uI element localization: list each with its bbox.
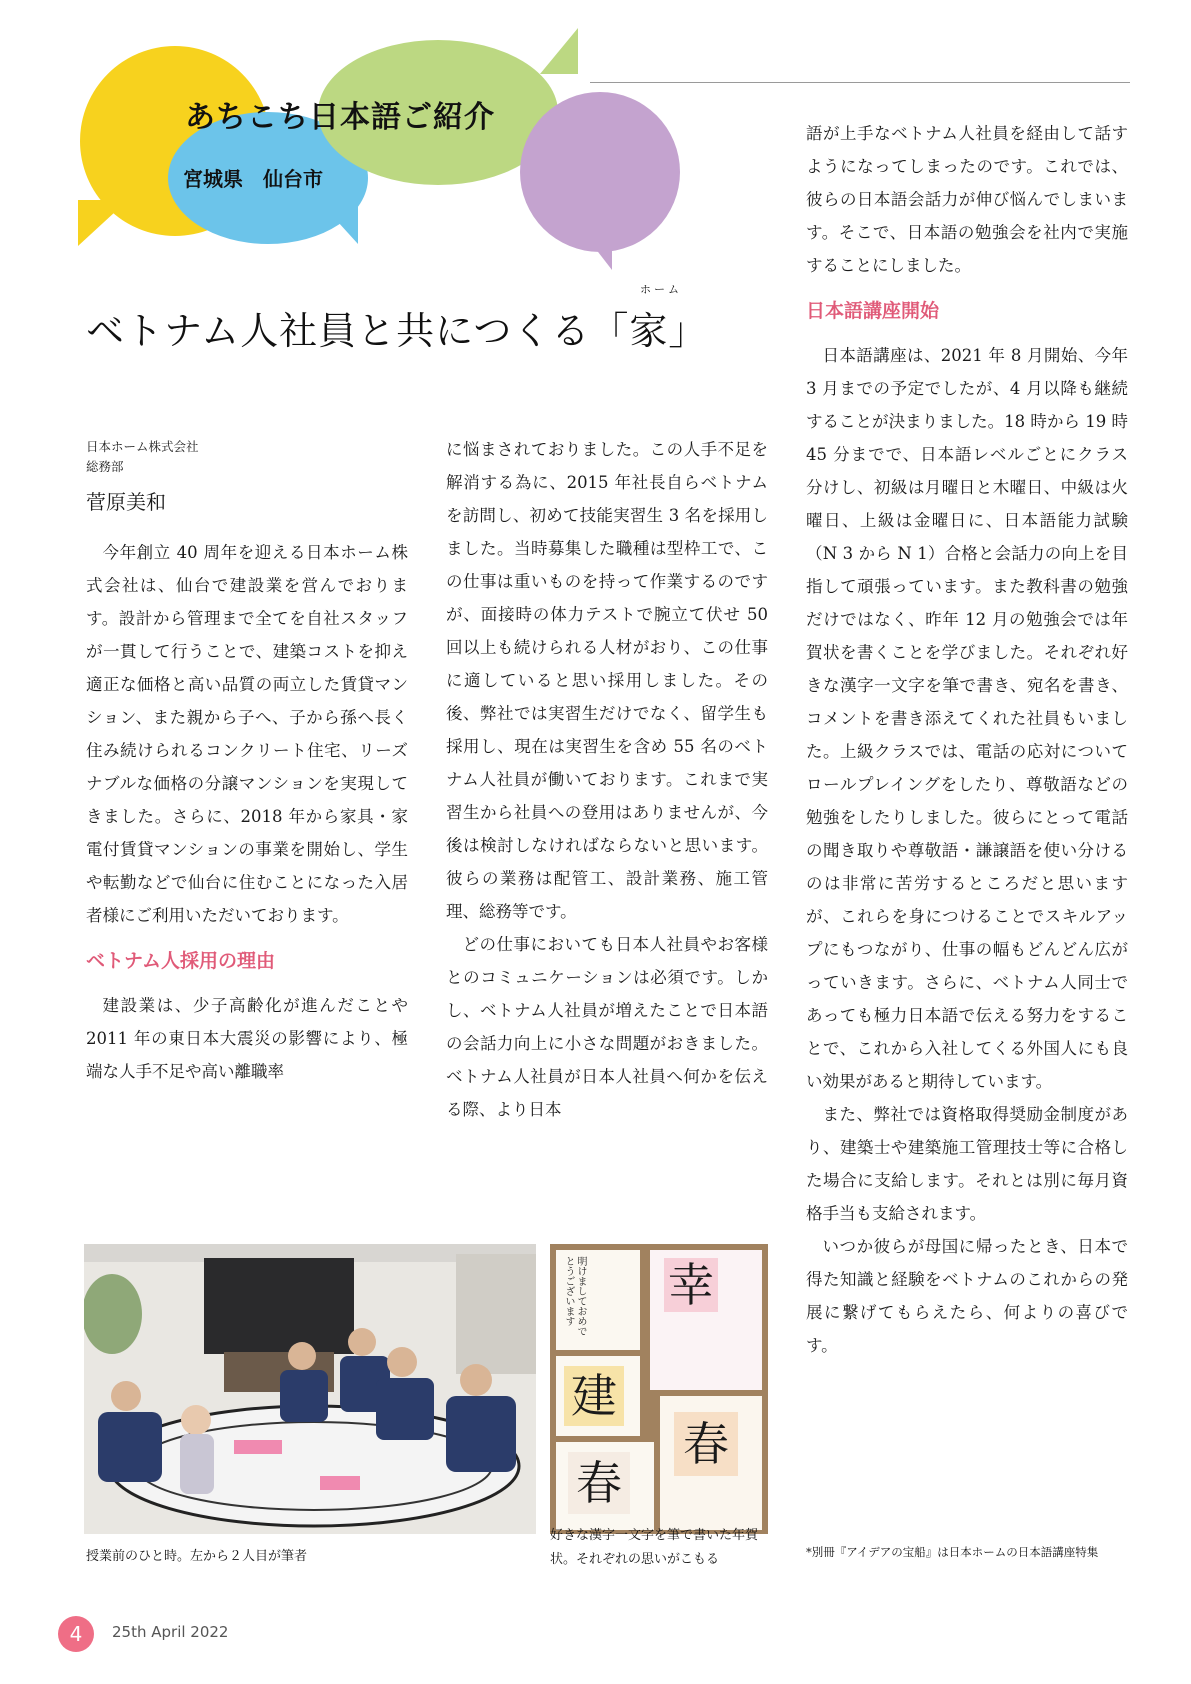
card-kanji-4: 春 xyxy=(674,1412,738,1476)
author-name: 菅原美和 xyxy=(86,490,166,514)
company-name: 日本ホーム株式会社 xyxy=(86,439,199,454)
series-title: あちこち日本語ご紹介 xyxy=(185,100,495,135)
bubble-blue-tail xyxy=(318,200,358,244)
series-location: 宮城県 仙台市 xyxy=(183,167,323,191)
footnote: *別冊『アイデアの宝船』は日本ホームの日本語講座特集 xyxy=(806,1545,1099,1559)
paragraph-communication-cont: 語が上手なベトナム人社員を経由して話すようになってしまったのです。これでは、彼らの日本語会話力が伸び悩んでしまいます。そこで、日本語の勉強会を社内で実施することにしました。 xyxy=(806,124,1128,275)
photo-cards-caption: 好きな漢字一文字を筆で書いた年賀状。それぞれの思いがこもる xyxy=(550,1528,759,1567)
paragraph-intro: 今年創立 40 周年を迎える日本ホーム株式会社は、仙台で建設業を営んでおります。設計から管理まで全てを自社スタッフが一貫して行うことで、建築コストを抑え適正な価格と高い品質の両立した賃貸マンション、また親から子へ、子から孫へ長く住み続けられるコンクリート住宅、リーズナブルな価格の分譲マンションを実現してきました。さらに、2018 年から家具・家電付賃貸マンションの事業を開始し、学生や転勤などで仙台に住むことになった入居者様にご利用いただいております。 xyxy=(86,543,408,925)
classroom-illustration xyxy=(84,1244,536,1534)
paragraph-closing: いつか彼らが母国に帰ったとき、日本で得た知識と経験をベトナムのこれからの発展に繋げてもらえたら、何よりの喜びです。 xyxy=(806,1237,1128,1355)
card-top-right xyxy=(650,1250,762,1390)
card-top-left xyxy=(556,1250,640,1350)
card-greeting-text: 明けましておめでとうございます xyxy=(563,1256,586,1336)
text-column-2 xyxy=(446,433,768,1126)
section-heading-course: 日本語講座開始 xyxy=(806,300,940,322)
card-bottom-left xyxy=(556,1442,654,1530)
paragraph-recruitment: 建設業は、少子高齢化が進んだことや 2011 年の東日本大震災の影響により、極端な人手不足や高い離職率 xyxy=(86,996,408,1081)
card-kanji-3: 春 xyxy=(568,1452,630,1514)
bubble-yellow-tail xyxy=(78,200,128,246)
photo-classroom-caption: 授業前のひと時。左から２人目が筆者 xyxy=(86,1549,308,1564)
card-kanji-1: 幸 xyxy=(664,1258,718,1312)
bubble-purple-tail xyxy=(578,226,612,270)
page-number: 4 xyxy=(58,1616,94,1652)
card-bottom-right xyxy=(660,1396,762,1530)
article-headline: ベトナム人社員と共につくる「家」 xyxy=(86,309,708,353)
paragraph-course: 日本語講座は、2021 年 8 月開始、今年 3 月までの予定でしたが、4 月以降も継続することが決まりました。18 時から 19 時 45 分までで、日本語レベルごとにクラス分けし、初級は月曜日と木曜日、中級は火曜日、上級は金曜日に、日本語能力試験（N 3 から N 1）合格と会話力の向上を目指して頑張っています。また教科書の勉強だけではなく、昨年 12 月の勉強会では年賀状を書くことを学びました。それぞれ好きな漢字一文字を筆で書き、宛名を書き、コメントを書き添えてくれた社員もいました。上級クラスでは、電話の応対についてロールプレイングをしたり、尊敬語などの勉強をしたりしました。彼らにとって電話の聞き取りや尊敬語・謙譲語を使い分けるのは非常に苦労するところだと思いますが、これらを身につけることでスキルアップにもつながり、仕事の幅もどんどん広がっていきます。さらに、ベトナム人同士であっても極力日本語で伝える努力をすることで、これから入社してくる外国人にも良い効果があると期待しています。 xyxy=(806,346,1128,1091)
issue-date: 25th April 2022 xyxy=(112,1623,229,1641)
photo-new-year-cards xyxy=(550,1244,768,1534)
photo-classroom xyxy=(84,1244,536,1534)
department-name: 総務部 xyxy=(86,459,124,474)
headline-ruby: ホーム xyxy=(640,283,682,296)
section-heading-recruitment: ベトナム人採用の理由 xyxy=(86,950,276,972)
text-column-1 xyxy=(86,536,408,1088)
header-rule xyxy=(590,82,1130,83)
card-kanji-2: 建 xyxy=(564,1366,624,1426)
paragraph-communication: どの仕事においても日本人社員やお客様とのコミュニケーションは必須です。しかし、ベトナム人社員が増えたことで日本語の会話力向上に小さな問題がおきました。ベトナム人社員が日本人社員へ何かを伝える際、より日本 xyxy=(446,935,768,1119)
paragraph-recruitment-cont: に悩まされておりました。この人手不足を解消する為に、2015 年社長自らベトナムを訪問し、初めて技能実習生 3 名を採用しました。当時募集した職種は型枠工で、この仕事は重いものを持って作業するのですが、面接時の体力テストで腕立て伏せ 50 回以上も続けられる人材がおり、この仕事に適していると思い採用しました。その後、弊社では実習生だけでなく、留学生も採用し、現在は実習生を含め 55 名のベトナム人社員が働いております。これまで実習生から社員への登用はありませんが、今後は検討しなければならないと思います。彼らの業務は配管工、設計業務、施工管理、総務等です。 xyxy=(446,440,768,921)
author-affiliation xyxy=(86,437,199,477)
card-middle-left xyxy=(556,1356,640,1436)
text-column-3 xyxy=(806,117,1128,1362)
bubble-green-tail xyxy=(540,28,578,74)
paragraph-qualification: また、弊社では資格取得奨励金制度があり、建築士や建築施工管理技士等に合格した場合に支給します。それとは別に毎月資格手当も支給されます。 xyxy=(806,1105,1128,1223)
